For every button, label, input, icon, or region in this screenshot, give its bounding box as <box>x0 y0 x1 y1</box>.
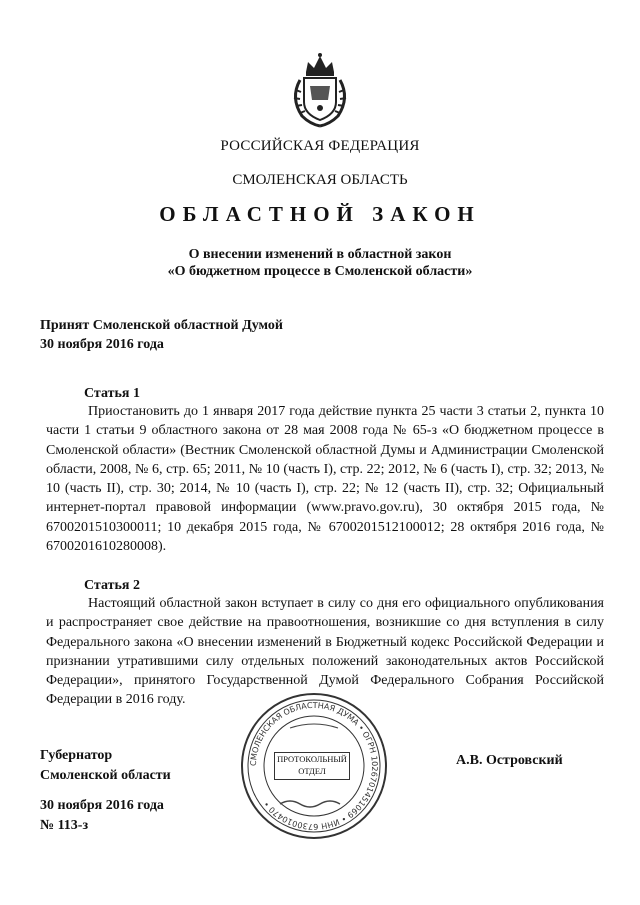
adoption-line-1: Принят Смоленской областной Думой <box>40 318 283 333</box>
law-title-line-1: О внесении изменений в областной закон <box>188 247 452 262</box>
adoption-date: 30 ноября 2016 года <box>40 337 164 352</box>
governor-line-2: Смоленской области <box>40 768 171 783</box>
document-type: ОБЛАСТНОЙ ЗАКОН <box>159 202 481 226</box>
article-2-text: Настоящий областной закон вступает в силу со дня его официального опубликования и распространяет свое действие на правоотношения, возникшие со дня вступления в силу Федерального закона «О внесении изменений в Бюджетный кодекс Российской Федерации и признании утратившими силу отдельных положений законодательных актов Российской Федерации», принятого Государственной Думой Федерального Собрания Российской Федерации в 2016 году. <box>46 596 604 708</box>
region-name: СМОЛЕНСКАЯ ОБЛАСТЬ <box>232 172 408 188</box>
seal-ring-text: СМОЛЕНСКАЯ ОБЛАСТНАЯ ДУМА • ОГРН 1026701451069 • ИНН 6730010470 • <box>248 700 380 832</box>
article-2-heading: Статья 2 <box>84 578 140 593</box>
seal-department-box <box>274 752 350 780</box>
governor-line-1: Губернатор <box>40 748 113 763</box>
article-1-heading: Статья 1 <box>84 386 140 401</box>
seal-box-line-1: ПРОТОКОЛЬНЫЙ <box>277 754 347 764</box>
signer-name: А.В. Островский <box>456 753 563 768</box>
country-name: РОССИЙСКАЯ ФЕДЕРАЦИЯ <box>220 138 420 154</box>
law-number: № 113-з <box>40 818 89 833</box>
coat-of-arms-icon <box>286 50 354 130</box>
article-1-text: Приостановить до 1 января 2017 года действие пункта 25 части 3 статьи 2, пункта 10 части 1 статьи 9 областного закона от 28 мая 2008 года № 65-з «О бюджетном процессе в Смоленской области» (Вестник Смоленской областной Думы и Администрации Смоленской области, 2008, № 6, стр. 65; 2011, № 10 (часть I), стр. 22; 2012, № 6 (часть I), стр. 32; 2013, № 10 (часть II), стр. 30; 2014, № 10 (часть I), стр. 22; № 12 (часть II), стр. 32; Официальный интернет-портал правовой информации (www.pravo.gov.ru), 30 октября 2015 года, № 6700201510300011; 10 декабря 2015 года, № 6700201512100012; 28 октября 2016 года, № 6700201610280008). <box>46 404 604 555</box>
signing-info <box>40 796 164 836</box>
signing-date: 30 ноября 2016 года <box>40 798 164 813</box>
seal-box-line-2: ОТДЕЛ <box>298 766 326 776</box>
law-title <box>0 246 640 280</box>
governor-title <box>40 746 171 786</box>
adoption-note <box>40 316 283 354</box>
law-title-line-2: «О бюджетном процессе в Смоленской области» <box>167 264 473 279</box>
